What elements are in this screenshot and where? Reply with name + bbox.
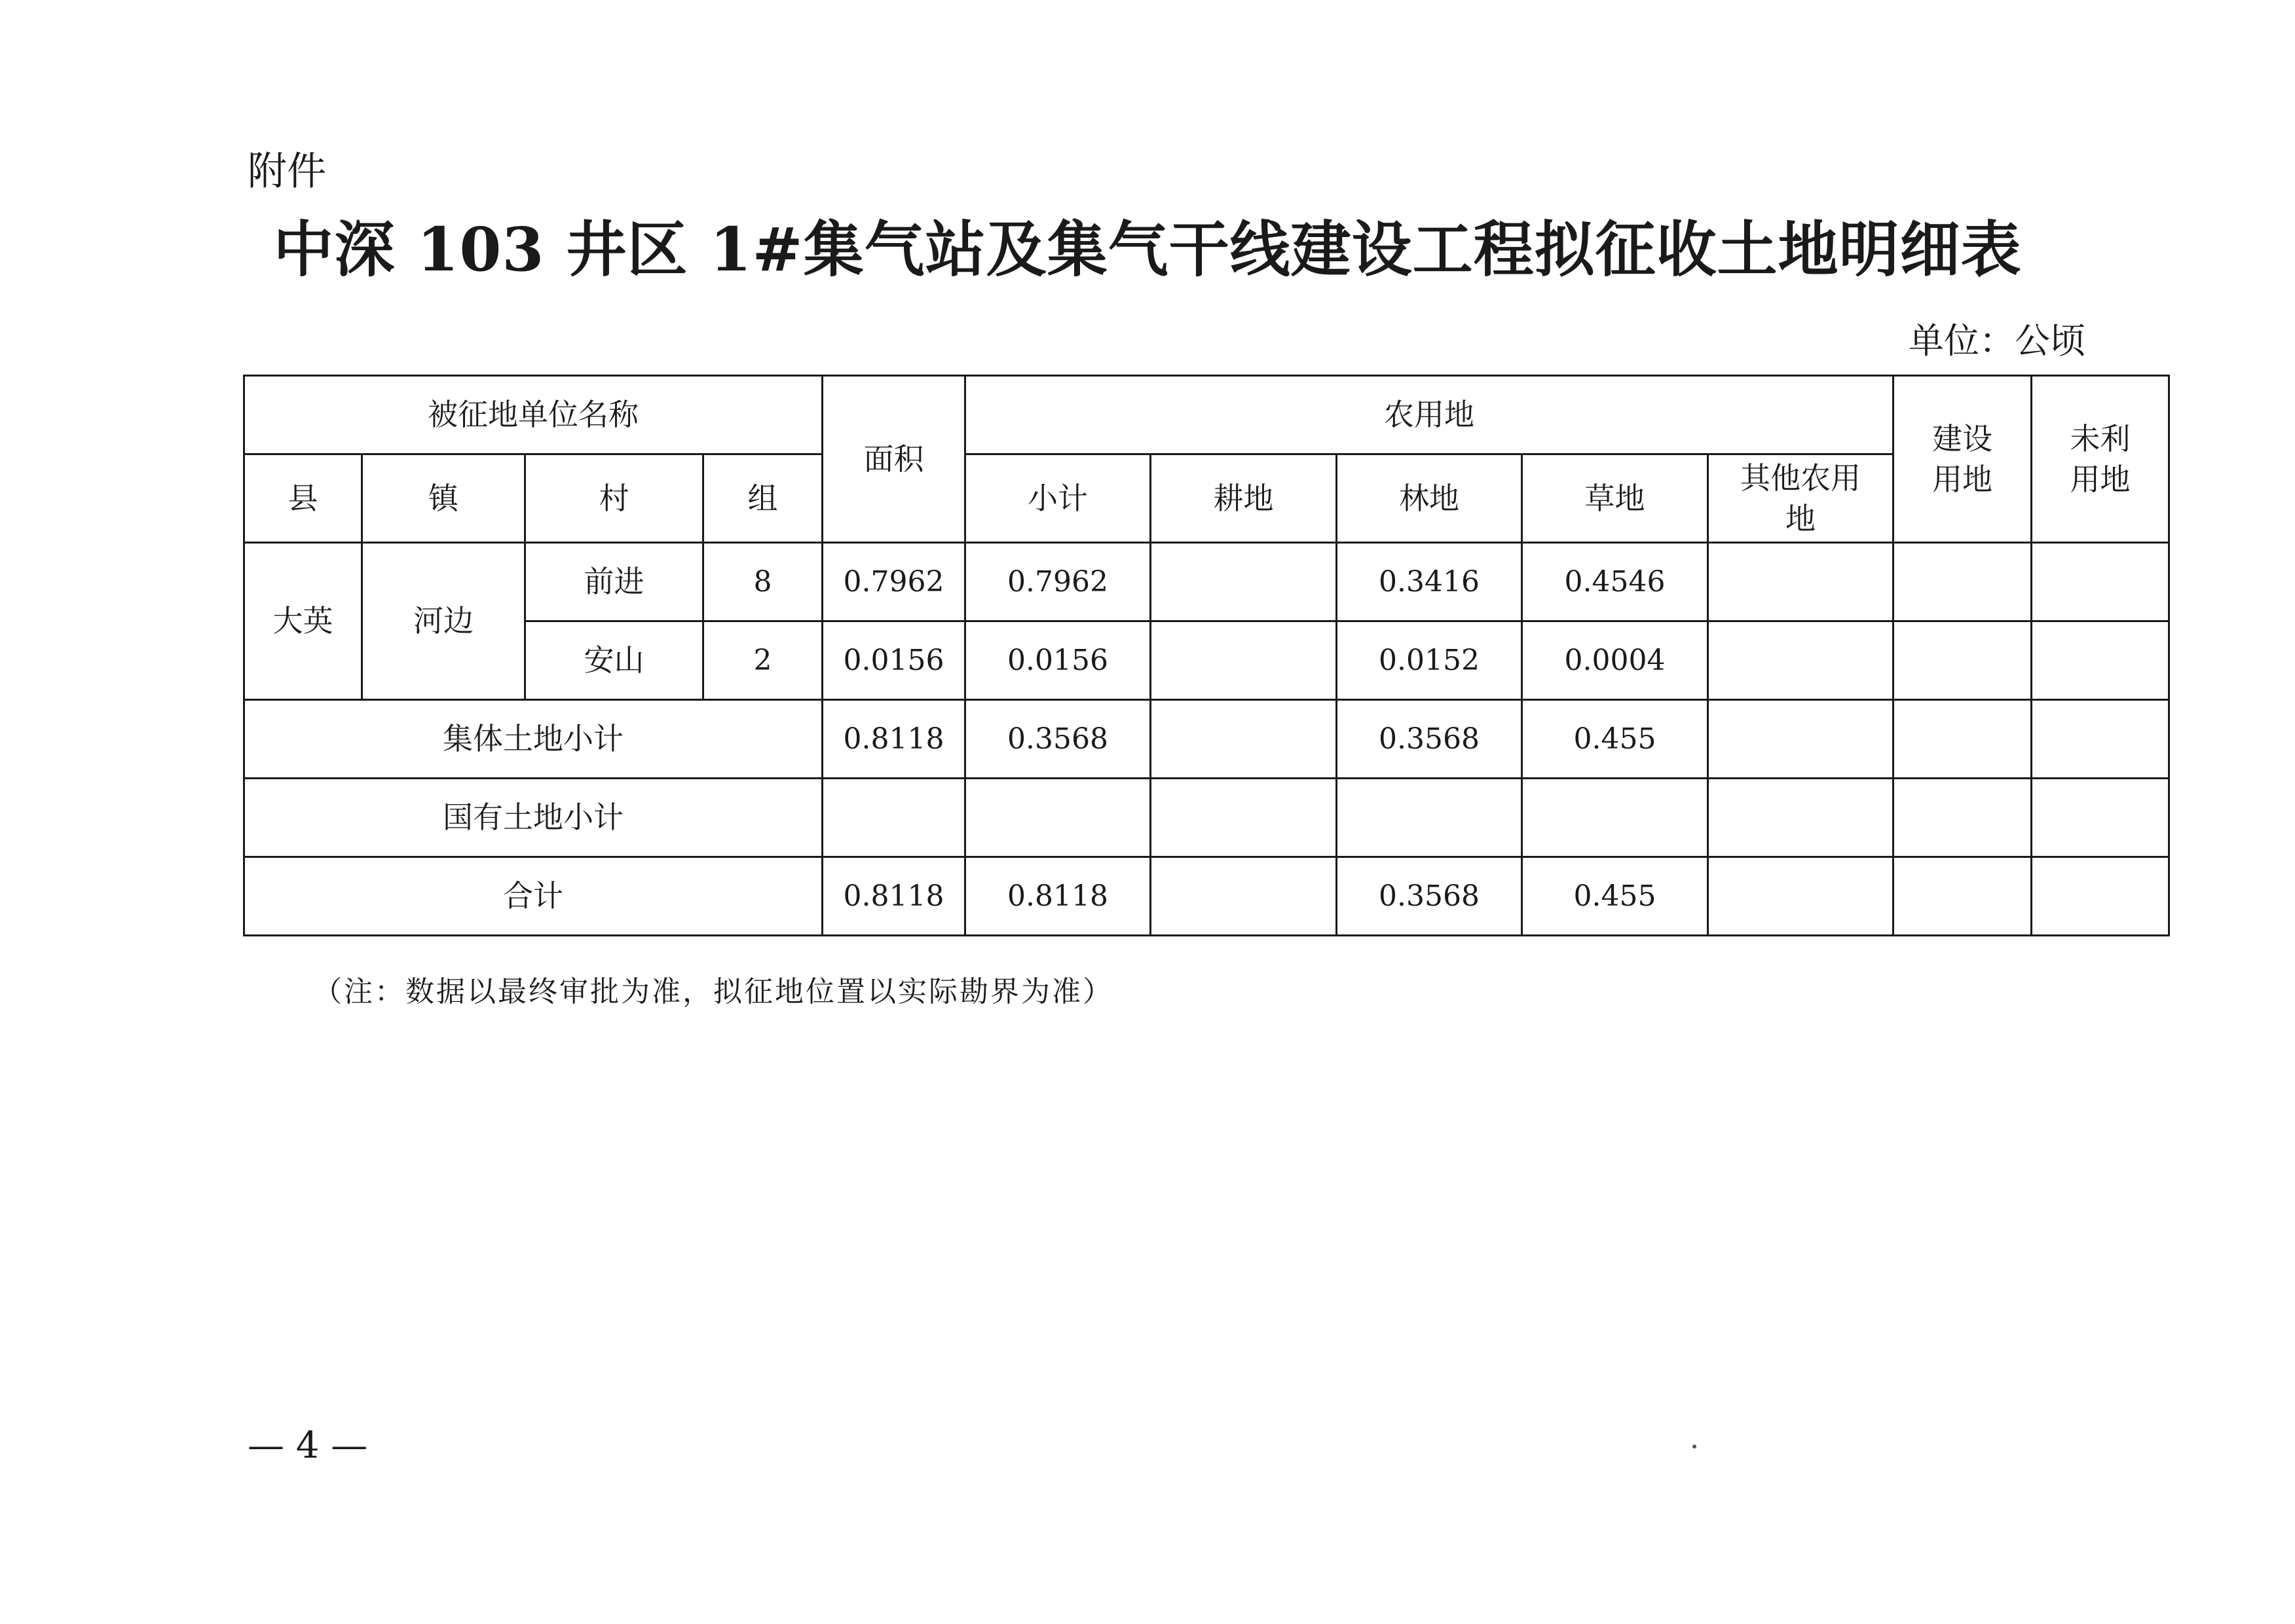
town-cell: 河边	[362, 543, 525, 700]
state-label: 国有土地小计	[244, 779, 823, 857]
area-cell: 0.0156	[823, 621, 965, 700]
header-group: 组	[703, 454, 823, 543]
construction-cell	[1894, 857, 2032, 936]
grass-cell: 0.0004	[1522, 621, 1708, 700]
header-unit-name: 被征地单位名称	[244, 376, 823, 454]
collective-label: 集体土地小计	[244, 700, 823, 779]
table-note: （注：数据以最终审批为准，拟征地位置以实际勘界为准）	[313, 975, 1113, 1008]
cultivated-cell	[1151, 857, 1337, 936]
header-unused-text: 未利用地	[2070, 420, 2131, 497]
header-row-2	[244, 454, 2169, 543]
group-cell: 2	[703, 621, 823, 700]
other-agri-cell	[1708, 779, 1894, 857]
construction-cell	[1894, 621, 2032, 700]
area-cell: 0.8118	[823, 857, 965, 936]
area-cell	[823, 779, 965, 857]
header-forest: 林地	[1337, 454, 1522, 543]
unused-cell	[2032, 779, 2169, 857]
header-construction	[1894, 376, 2032, 543]
forest-cell: 0.3568	[1337, 857, 1522, 936]
total-row	[244, 857, 2169, 936]
unit-label: 单位：公顷	[1909, 320, 2085, 361]
subtotal-cell: 0.0156	[965, 621, 1151, 700]
header-unused	[2032, 376, 2169, 543]
cultivated-cell	[1151, 779, 1337, 857]
cultivated-cell	[1151, 700, 1337, 779]
other-agri-cell	[1708, 621, 1894, 700]
header-county: 县	[244, 454, 362, 543]
unused-cell	[2032, 543, 2169, 621]
grass-cell	[1522, 779, 1708, 857]
construction-cell	[1894, 543, 2032, 621]
grass-cell: 0.455	[1522, 857, 1708, 936]
area-cell: 0.8118	[823, 700, 965, 779]
grass-cell: 0.4546	[1522, 543, 1708, 621]
unused-cell	[2032, 857, 2169, 936]
construction-cell	[1894, 700, 2032, 779]
group-cell: 8	[703, 543, 823, 621]
state-subtotal-row	[244, 779, 2169, 857]
table-row	[244, 543, 2169, 621]
subtotal-cell: 0.3568	[965, 700, 1151, 779]
collective-subtotal-row	[244, 700, 2169, 779]
forest-cell: 0.0152	[1337, 621, 1522, 700]
unused-cell	[2032, 621, 2169, 700]
header-agricultural: 农用地	[965, 376, 1894, 454]
scan-dot	[1692, 1445, 1696, 1449]
unused-cell	[2032, 700, 2169, 779]
header-cultivated: 耕地	[1151, 454, 1337, 543]
table-row	[244, 621, 2169, 700]
header-other-agri-text: 其他农用地	[1740, 460, 1861, 536]
header-village: 村	[525, 454, 703, 543]
construction-cell	[1894, 779, 2032, 857]
attachment-label: 附件	[248, 149, 326, 194]
forest-cell	[1337, 779, 1522, 857]
village-cell: 前进	[525, 543, 703, 621]
cultivated-cell	[1151, 543, 1337, 621]
header-other-agri	[1708, 454, 1894, 543]
other-agri-cell	[1708, 857, 1894, 936]
header-row-1	[244, 376, 2169, 454]
subtotal-cell: 0.7962	[965, 543, 1151, 621]
land-detail-table	[243, 375, 2170, 936]
area-cell: 0.7962	[823, 543, 965, 621]
page-number: — 4 —	[248, 1424, 368, 1467]
other-agri-cell	[1708, 700, 1894, 779]
grass-cell: 0.455	[1522, 700, 1708, 779]
other-agri-cell	[1708, 543, 1894, 621]
header-area: 面积	[823, 376, 965, 543]
county-cell: 大英	[244, 543, 362, 700]
header-construction-text: 建设用地	[1932, 420, 1993, 497]
village-cell: 安山	[525, 621, 703, 700]
total-label: 合计	[244, 857, 823, 936]
forest-cell: 0.3568	[1337, 700, 1522, 779]
header-grass: 草地	[1522, 454, 1708, 543]
forest-cell: 0.3416	[1337, 543, 1522, 621]
header-town: 镇	[362, 454, 525, 543]
subtotal-cell	[965, 779, 1151, 857]
subtotal-cell: 0.8118	[965, 857, 1151, 936]
cultivated-cell	[1151, 621, 1337, 700]
header-subtotal: 小计	[965, 454, 1151, 543]
document-title: 中深 103 井区 1#集气站及集气干线建设工程拟征收土地明细表	[273, 214, 2022, 285]
